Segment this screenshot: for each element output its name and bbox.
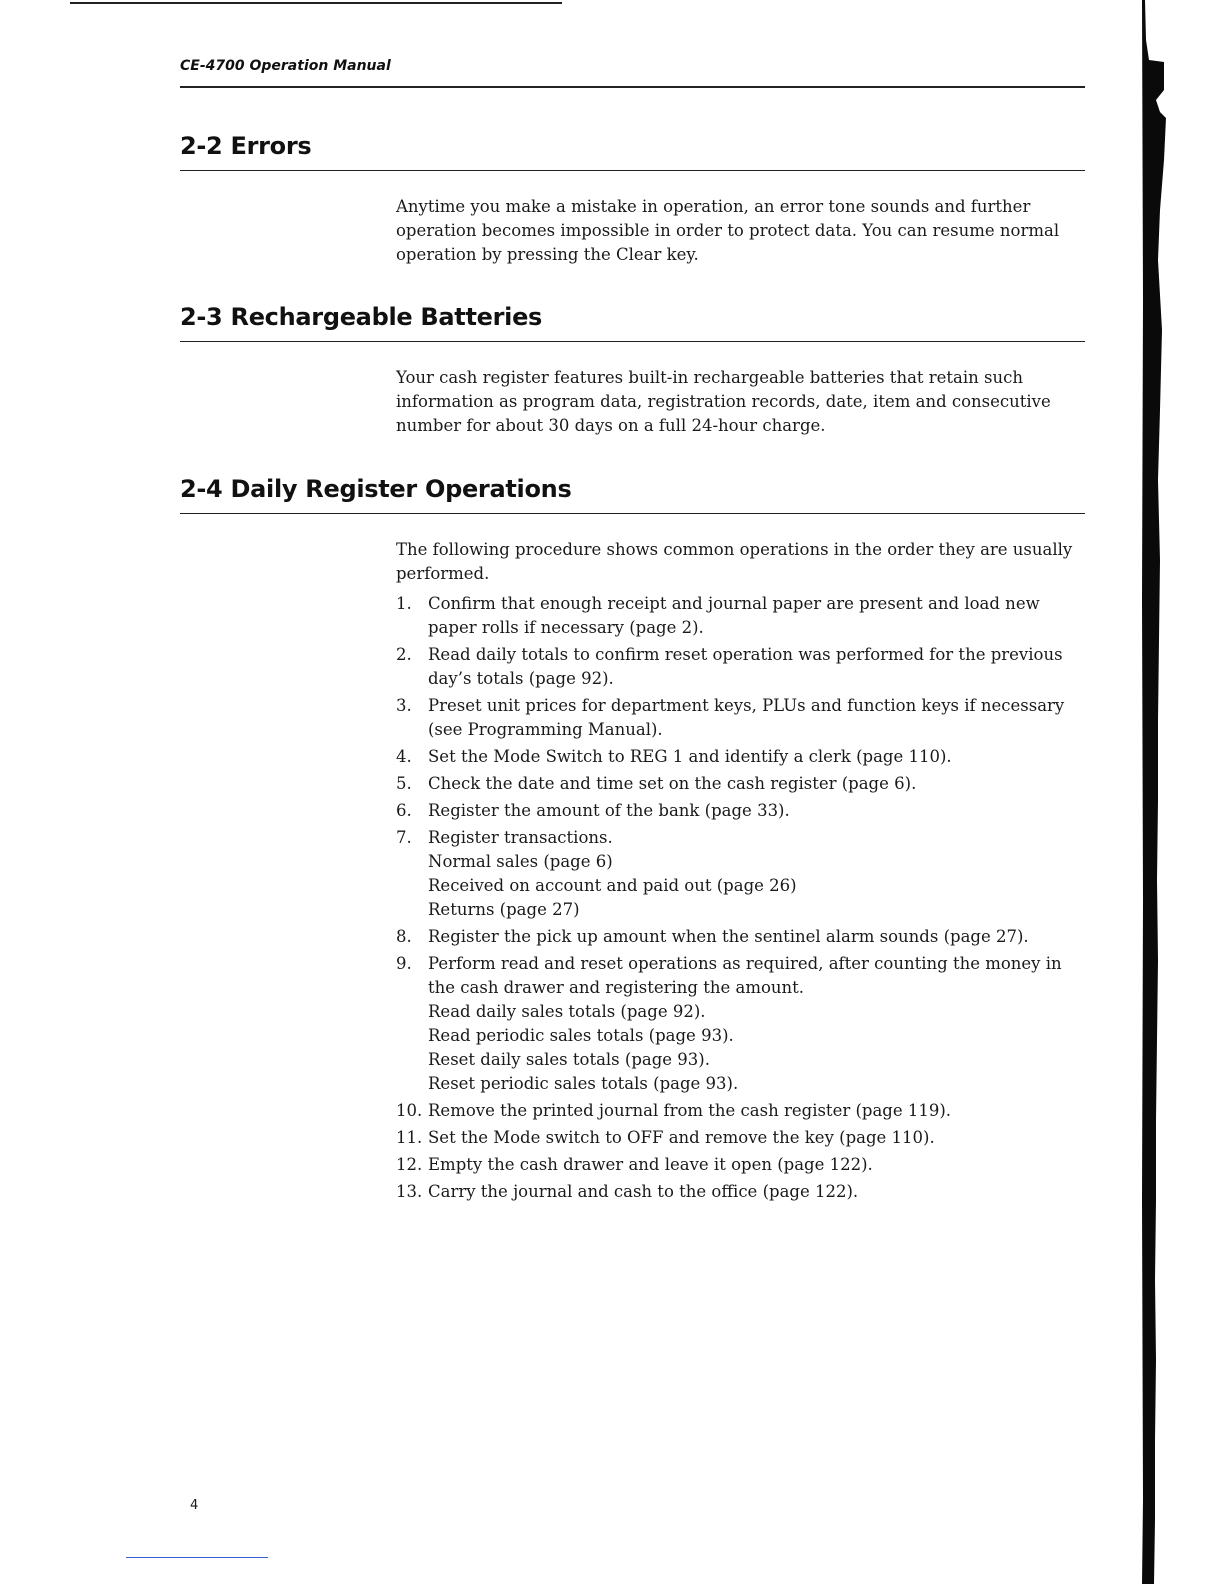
step-number: 10. <box>396 1101 423 1120</box>
bottom-scan-rule <box>126 1557 268 1558</box>
scanned-page-edge <box>1142 0 1224 1584</box>
procedure-list <box>396 592 1080 1204</box>
step-sub-item: Read periodic sales totals (page 93). <box>428 1026 734 1045</box>
step-sub-item: Returns (page 27) <box>428 900 580 919</box>
step-number: 13. <box>396 1182 423 1201</box>
procedure-step <box>396 799 1080 823</box>
procedure-step <box>396 1153 1080 1177</box>
step-text: Set the Mode Switch to REG 1 and identify a clerk (page 110). <box>428 747 952 766</box>
step-text: Preset unit prices for department keys, PLUs and function keys if necessary (see Programming Manual). <box>428 696 1065 739</box>
procedure-step <box>396 1126 1080 1150</box>
step-text: Check the date and time set on the cash register (page 6). <box>428 774 917 793</box>
section-heading: 2-2 Errors <box>180 132 1085 171</box>
step-number: 5. <box>396 774 412 793</box>
step-sub-item: Received on account and paid out (page 26) <box>428 876 797 895</box>
step-text: Register the amount of the bank (page 33). <box>428 801 790 820</box>
section-intro: The following procedure shows common operations in the order they are usually performed. <box>396 540 1073 583</box>
step-text: Register the pick up amount when the sentinel alarm sounds (page 27). <box>428 927 1029 946</box>
step-number: 3. <box>396 696 412 715</box>
running-header <box>180 58 1085 88</box>
procedure-step <box>396 952 1080 1096</box>
procedure-step <box>396 643 1080 691</box>
step-number: 6. <box>396 801 412 820</box>
manual-title: CE-4700 Operation Manual <box>180 58 1085 88</box>
step-text: Empty the cash drawer and leave it open (page 122). <box>428 1155 873 1174</box>
step-number: 4. <box>396 747 412 766</box>
step-text: Perform read and reset operations as required, after counting the money in the cash drawer and registering the amount. <box>428 954 1062 997</box>
step-number: 12. <box>396 1155 423 1174</box>
procedure-step <box>396 1099 1080 1123</box>
section-daily-operations <box>180 475 1085 1207</box>
procedure-step <box>396 694 1080 742</box>
step-text: Read daily totals to confirm reset operation was performed for the previous day’s totals (page 92). <box>428 645 1063 688</box>
page-number: 4 <box>190 1498 199 1513</box>
step-sub-item: Reset periodic sales totals (page 93). <box>428 1074 739 1093</box>
procedure-step <box>396 772 1080 796</box>
section-heading: 2-4 Daily Register Operations <box>180 475 1085 514</box>
procedure-step <box>396 826 1080 922</box>
step-number: 7. <box>396 828 412 847</box>
section-heading: 2-3 Rechargeable Batteries <box>180 303 1085 342</box>
step-sub-item: Read daily sales totals (page 92). <box>428 1002 706 1021</box>
step-number: 8. <box>396 927 412 946</box>
step-number: 11. <box>396 1128 423 1147</box>
step-text: Confirm that enough receipt and journal paper are present and load new paper rolls if necessary (page 2). <box>428 594 1040 637</box>
procedure-step <box>396 1180 1080 1204</box>
step-number: 2. <box>396 645 412 664</box>
section-errors <box>180 132 1085 267</box>
step-text: Register transactions. <box>428 828 613 847</box>
section-paragraph: Anytime you make a mistake in operation, an error tone sounds and further operation becomes impossible in order to protect data. You can resume normal operation by pressing the Clear key. <box>396 197 1060 264</box>
step-text: Carry the journal and cash to the office (page 122). <box>428 1182 859 1201</box>
step-sub-item: Reset daily sales totals (page 93). <box>428 1050 710 1069</box>
procedure-step <box>396 592 1080 640</box>
section-paragraph: Your cash register features built-in rechargeable batteries that retain such information as program data, registration records, date, item and consecutive number for about 30 days on a full 24-hour charge. <box>396 368 1051 435</box>
step-text: Set the Mode switch to OFF and remove the key (page 110). <box>428 1128 935 1147</box>
procedure-step <box>396 925 1080 949</box>
step-number: 1. <box>396 594 412 613</box>
procedure-step <box>396 745 1080 769</box>
section-batteries <box>180 303 1085 438</box>
step-sub-item: Normal sales (page 6) <box>428 852 613 871</box>
step-number: 9. <box>396 954 412 973</box>
top-scan-rule <box>70 2 562 4</box>
step-text: Remove the printed journal from the cash register (page 119). <box>428 1101 952 1120</box>
